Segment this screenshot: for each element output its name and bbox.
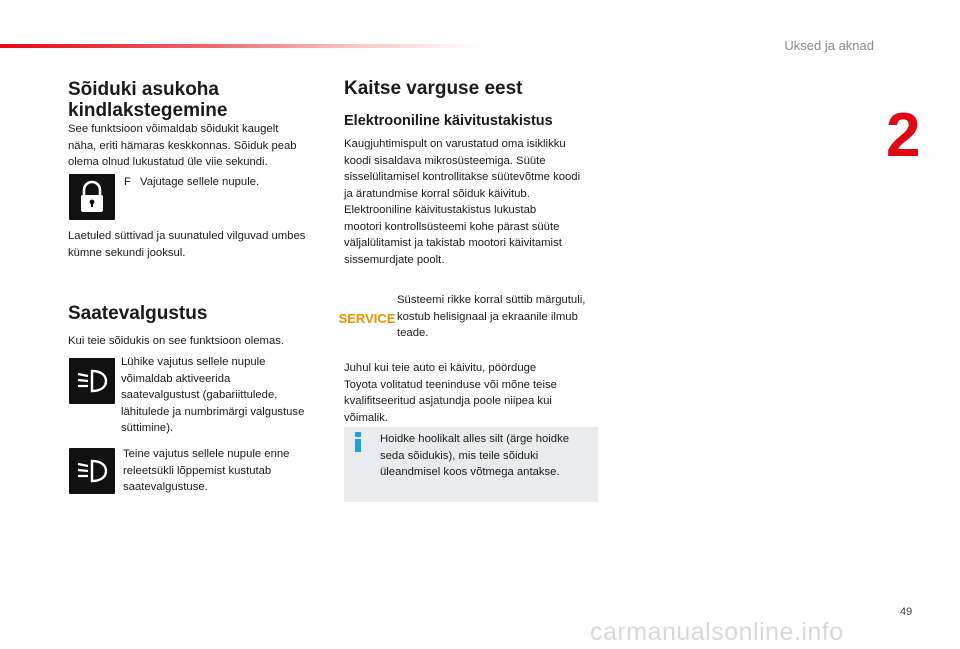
immobiliser-subtitle: Elektrooniline käivitustakistus xyxy=(344,113,553,129)
locate-intro: See funktsioon võimaldab sõidukit kaugelt näha, eriti hämaras keskkonnas. Sõiduk peab olema olnud lukustatud üle viie sekundi. xyxy=(68,123,297,168)
escort-press-again: Teine vajutus sellele nupule enne releetsükli lõppemist kustutab saatevalgustuse. xyxy=(123,448,290,493)
info-text: Hoidke hoolikalt alles silt (ärge hoidke seda sõidukis), mis teile sõiduki üleandmisel koos võtmega antakse. xyxy=(380,433,570,478)
header-accent-bar xyxy=(0,44,480,48)
service-label: SERVICE xyxy=(338,311,396,326)
lock-icon xyxy=(69,174,115,220)
escort-title: Saatevalgustus xyxy=(68,303,208,324)
lock-button-image xyxy=(69,174,115,220)
headlight-icon xyxy=(69,448,115,494)
chapter-number: 2 xyxy=(886,101,919,170)
fault-advice: Juhul kui teie auto ei käivitu, pöörduge Toyota volitatud teeninduse või mõne teise kvalifitseeritud asjatundja poole niipea kui võimalik. xyxy=(344,362,557,424)
headlight-button-image-2 xyxy=(69,448,115,494)
immobiliser-body: Kaugjuhtimispult on varustatud oma isiklikku koodi sisaldava mikrosüsteemiga. Süüte sisselülitamisel kontrollitakse süütevõtme koodi ja äratundmise korral sõiduk käivitub. Elektrooniline käivitustakistus lukustab mootori kontrollsüsteemi kohe pärast süüte väljalülitamist ja takistab mootori käivitamist sissemurdjate poolt. xyxy=(344,138,581,266)
headlight-icon xyxy=(69,358,115,404)
service-icon xyxy=(338,309,396,327)
watermark: carmanualsonline.info xyxy=(590,618,844,646)
theft-title: Kaitse varguse eest xyxy=(344,78,523,99)
escort-short-press: Lühike vajutus sellele nupule võimaldab aktiveerida saatevalgustust (gabariittulede, lähitulede ja numbrimärgi valgustuse süttimine). xyxy=(121,356,305,434)
page-number: 49 xyxy=(900,606,913,618)
locate-bullet: F Vajutage sellele nupule. xyxy=(124,174,259,191)
headlight-button-image-1 xyxy=(69,358,115,404)
service-warning: Süsteemi rikke korral süttib märgutuli, kostub helisignaal ja ekraanile ilmub teade. xyxy=(397,294,586,339)
section-title: Uksed ja aknad xyxy=(784,38,874,53)
locate-result: Laetuled süttivad ja suunatuled vilguvad umbes kümne sekundi jooksul. xyxy=(68,230,306,259)
escort-intro: Kui teie sõidukis on see funktsioon olemas. xyxy=(68,335,285,347)
info-icon xyxy=(350,432,366,452)
locate-title: Sõiduki asukoha kindlakstegemine xyxy=(68,79,228,121)
bullet-symbol: F xyxy=(124,176,131,188)
